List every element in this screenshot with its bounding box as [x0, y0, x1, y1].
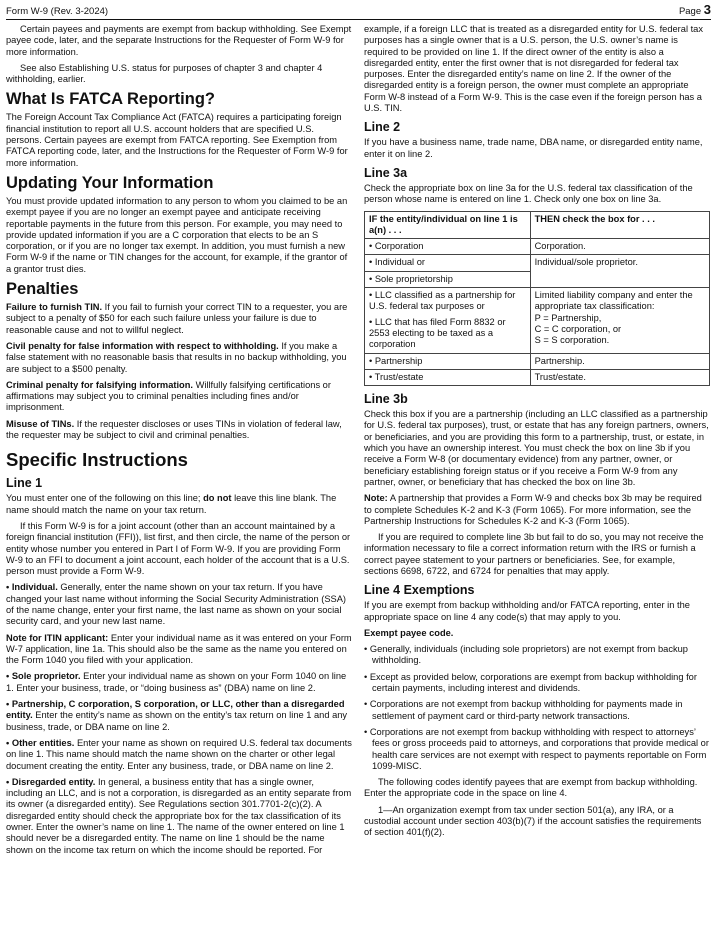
disregarded-entity-item: • Disregarded entity. In general, a business entity that has a single owner, including an LLC, and is not a corporation, is disregarded as an entity separate from its owner (a disregarded entity). See Regulations section 301.7701-2(c)(2). A disregarded entity should check the appropriate box for the tax classification of its owner. Enter the owner’s name on line 1. The name of the owner entered on line 1 should never be a disregarded entity. The name on line 1 should be the name shown on the income tax return on which the income should be reported. For — [6, 776, 352, 855]
table-row: • Partnership Partnership. — [365, 353, 710, 369]
line1-paragraph: You must enter one of the following on this line; do not leave this line blank. The name should match the name on your tax return. — [6, 493, 337, 515]
table-header-row — [365, 211, 710, 239]
specific-instructions-heading: Specific Instructions — [6, 449, 188, 471]
left-column — [6, 24, 352, 945]
table-header-then: THEN check the box for . . . — [530, 211, 709, 239]
form-id: Form W-9 (Rev. 3-2024) — [6, 6, 109, 17]
list-item: • Corporations are not exempt from backup withholding with respect to attorneys’ fees or gross proceeds paid to attorneys, and corporations that provide medical or health care services are not exempt with respect to payments reportable on Form 1099-MISC. — [364, 726, 709, 771]
sole-proprietor-item: • Sole proprietor. Enter your individual name as shown on your Form 1040 on line 1. Enter your business, trade, or “doing business as” (DBA) name on line 2. — [6, 671, 347, 693]
individual-item: • Individual. Generally, enter the name shown on your tax return. If you have changed your last name without informing the Social Security Administration (SSA) of the name change, enter your first name, the last name as shown on your social security card, and your new last name. — [6, 582, 347, 627]
fatca-heading: What Is FATCA Reporting? — [6, 90, 215, 109]
classification-table — [364, 211, 710, 387]
line1-joint-paragraph: If this Form W-9 is for a joint account (other than an account maintained by a foreign financial institution (FFI)), list first, and then circle, the name of the person or entity whose number you entered in Part I of Form W-9. If you are providing Form W-9 to an FFI to document a joint account, each holder of the account that is a U.S. person must provide a Form W-9. — [6, 520, 351, 577]
penalty-civil: Civil penalty for false information with respect to withholding. If you make a false statement with no reasonable basis that results in no backup withholding, you are subject to a $500 penalty. — [6, 340, 347, 374]
list-item: • Corporations are not exempt from backup withholding for payments made in settlement of payment card or third-party network transactions. — [364, 699, 683, 721]
list-item: • Except as provided below, corporations are exempt from backup withholding for certain payments, including interest and dividends. — [364, 671, 697, 694]
line3b-paragraph: Check this box if you are a partnership (including an LLC classified as a partnership for U.S. federal tax purposes), trust, or estate that has any foreign partners, owners, or beneficiaries, and you are providing this form to a partnership, trust, or estate, in which you have an ownership interest. You must check the box on line 3b if you receive a Form W-8 (or documentary evidence) from any partner, owner, or beneficiary establishing foreign status or if you receive a Form W-9 from any partner, owner, or beneficiary that has checked the box on line 3b. — [364, 409, 709, 487]
page-number: Page 3 — [678, 2, 711, 17]
table-row: • Trust/estate Trust/estate. — [365, 369, 710, 385]
right-column — [364, 24, 710, 945]
line4-paragraph: If you are exempt from backup withholding and/or FATCA reporting, enter in the appropriate space on line 4 any code(s) that may apply to you. — [364, 600, 690, 622]
continued-paragraph: example, if a foreign LLC that is treated as a disregarded entity for U.S. federal tax purposes has a single owner that is a U.S. person, the U.S. owner’s name is required to be provided on line 1. If the direct owner of the entity is also a disregarded entity, enter the first owner that is not disregarded for federal tax purposes. Enter the disregarded entity’s name on line 2. If the owner of the disregarded entity is a foreign person, the owner must complete an appropriate Form W-8 instead of a Form W-9. This is the case even if the foreign person has a U.S. TIN. — [364, 24, 704, 114]
table-row: • Corporation Corporation. — [365, 239, 710, 255]
line4-heading: Line 4 Exemptions — [364, 583, 475, 598]
intro-paragraph-2: See also Establishing U.S. status for purposes of chapter 3 and chapter 4 withholding, earlier. — [6, 62, 323, 85]
exempt-payee-heading: Exempt payee code. — [364, 627, 454, 638]
code-1-paragraph: 1—An organization exempt from tax under section 501(a), any IRA, or a custodial account under section 403(b)(7) if the account satisfies the requirements of section 401(f)(2). — [364, 804, 702, 838]
partnership-item: • Partnership, C corporation, S corporation, or LLC, other than a disregarded entity. Enter the entity’s name as shown on the entity’s tax return on line 1 and any business, trade, or DBA name on line 2. — [6, 699, 348, 732]
table-row: • Individual or • Sole proprietorship Individual/sole proprietor. — [365, 255, 710, 288]
other-entities-item: • Other entities. Enter your name as shown on required U.S. federal tax documents on line 1. This name should match the name shown on the charter or other legal document creating the entity. Enter any business, trade, or DBA name on line 2. — [6, 737, 352, 771]
line2-paragraph: If you have a business name, trade name, DBA name, or disregarded entity name, enter it on line 2. — [364, 137, 703, 159]
line2-heading: Line 2 — [364, 120, 401, 135]
page-header — [6, 0, 711, 20]
penalties-heading: Penalties — [6, 280, 79, 299]
line1-heading: Line 1 — [6, 476, 43, 491]
table-header-if: IF the entity/individual on line 1 is a(n) . . . — [365, 211, 531, 239]
line3a-heading: Line 3a — [364, 165, 408, 180]
line3b-paragraph-2: If you are required to complete line 3b but fail to do so, you may not receive the information necessary to file a correct information return with the IRS or furnish a correct payee statement to your partners or beneficiaries. See, for example, sections 6698, 6722, and 6724 for penalties that may apply. — [364, 532, 704, 576]
penalty-criminal: Criminal penalty for falsifying information. Willfully falsifying certifications or affirmations may subject you to criminal penalties including fines and/or imprisonment. — [6, 379, 331, 413]
itin-note: Note for ITIN applicant: Enter your individual name as it was entered on your Form W-7 application, line 1a. This should also be the same as the name you entered on the Form 1040 you filed with your application. — [6, 632, 352, 666]
table-row: • LLC classified as a partnership for U.S. federal tax purposes or • LLC that has filed Form 8832 or 2553 electing to be taxed as a corporation Limited liability company and enter the appropriate tax classification: P = Partnership, C = C corporation, or S = S corporation. — [365, 288, 710, 353]
penalty-misuse: Misuse of TINs. If the requester discloses or uses TINs in violation of federal law, the requester may be subject to civil and criminal penalties. — [6, 418, 342, 441]
updating-paragraph: You must provide updated information to any person to whom you claimed to be an exempt payee if you are no longer an exempt payee and anticipate receiving reportable payments in the future from this person. For example, you may need to provide updated information if you are a C corporation that elects to be an S corporation, or if you are no longer tax exempt. In addition, you must furnish a new Form W-9 if the name or TIN changes for the account, for example, if the grantor of a grantor trust dies. — [6, 195, 348, 274]
line3b-heading: Line 3b — [364, 392, 408, 407]
line3a-paragraph: Check the appropriate box on line 3a for the U.S. federal tax classification of the person whose name is entered on line 1. Check only one box on line 3a. — [364, 182, 693, 205]
note-paragraph: Note: A partnership that provides a Form W-9 and checks box 3b may be required to complete Schedules K-2 and K-3 (Form 1065). For more information, see the Partnership Instructions for Schedules K-2 and K-3 (Form 1065). — [364, 493, 702, 526]
intro-paragraph: Certain payees and payments are exempt from backup withholding. See Exempt payee code, later, and the separate Instructions for the Requester of Form W-9 for more information. — [6, 24, 352, 57]
fatca-paragraph: The Foreign Account Tax Compliance Act (FATCA) requires a participating foreign financial institution to report all U.S. account holders that are specified U.S. persons. Certain payees are exempt from FATCA reporting. See Exemption from FATCA reporting code, later, and the Instructions for the Requester of Form W-9 for more information. — [6, 112, 348, 168]
codes-paragraph: The following codes identify payees that are exempt from backup withholding. Enter the appropriate code in the space on line 4. — [364, 777, 698, 799]
updating-heading: Updating Your Information — [6, 173, 214, 192]
list-item: • Generally, individuals (including sole proprietors) are not exempt from backup withholding. — [364, 644, 688, 666]
penalty-tin: Failure to furnish TIN. If you fail to furnish your correct TIN to a requester, you are subject to a penalty of $50 for each such failure unless your failure is due to reasonable cause and not to willful neglect. — [6, 302, 348, 335]
